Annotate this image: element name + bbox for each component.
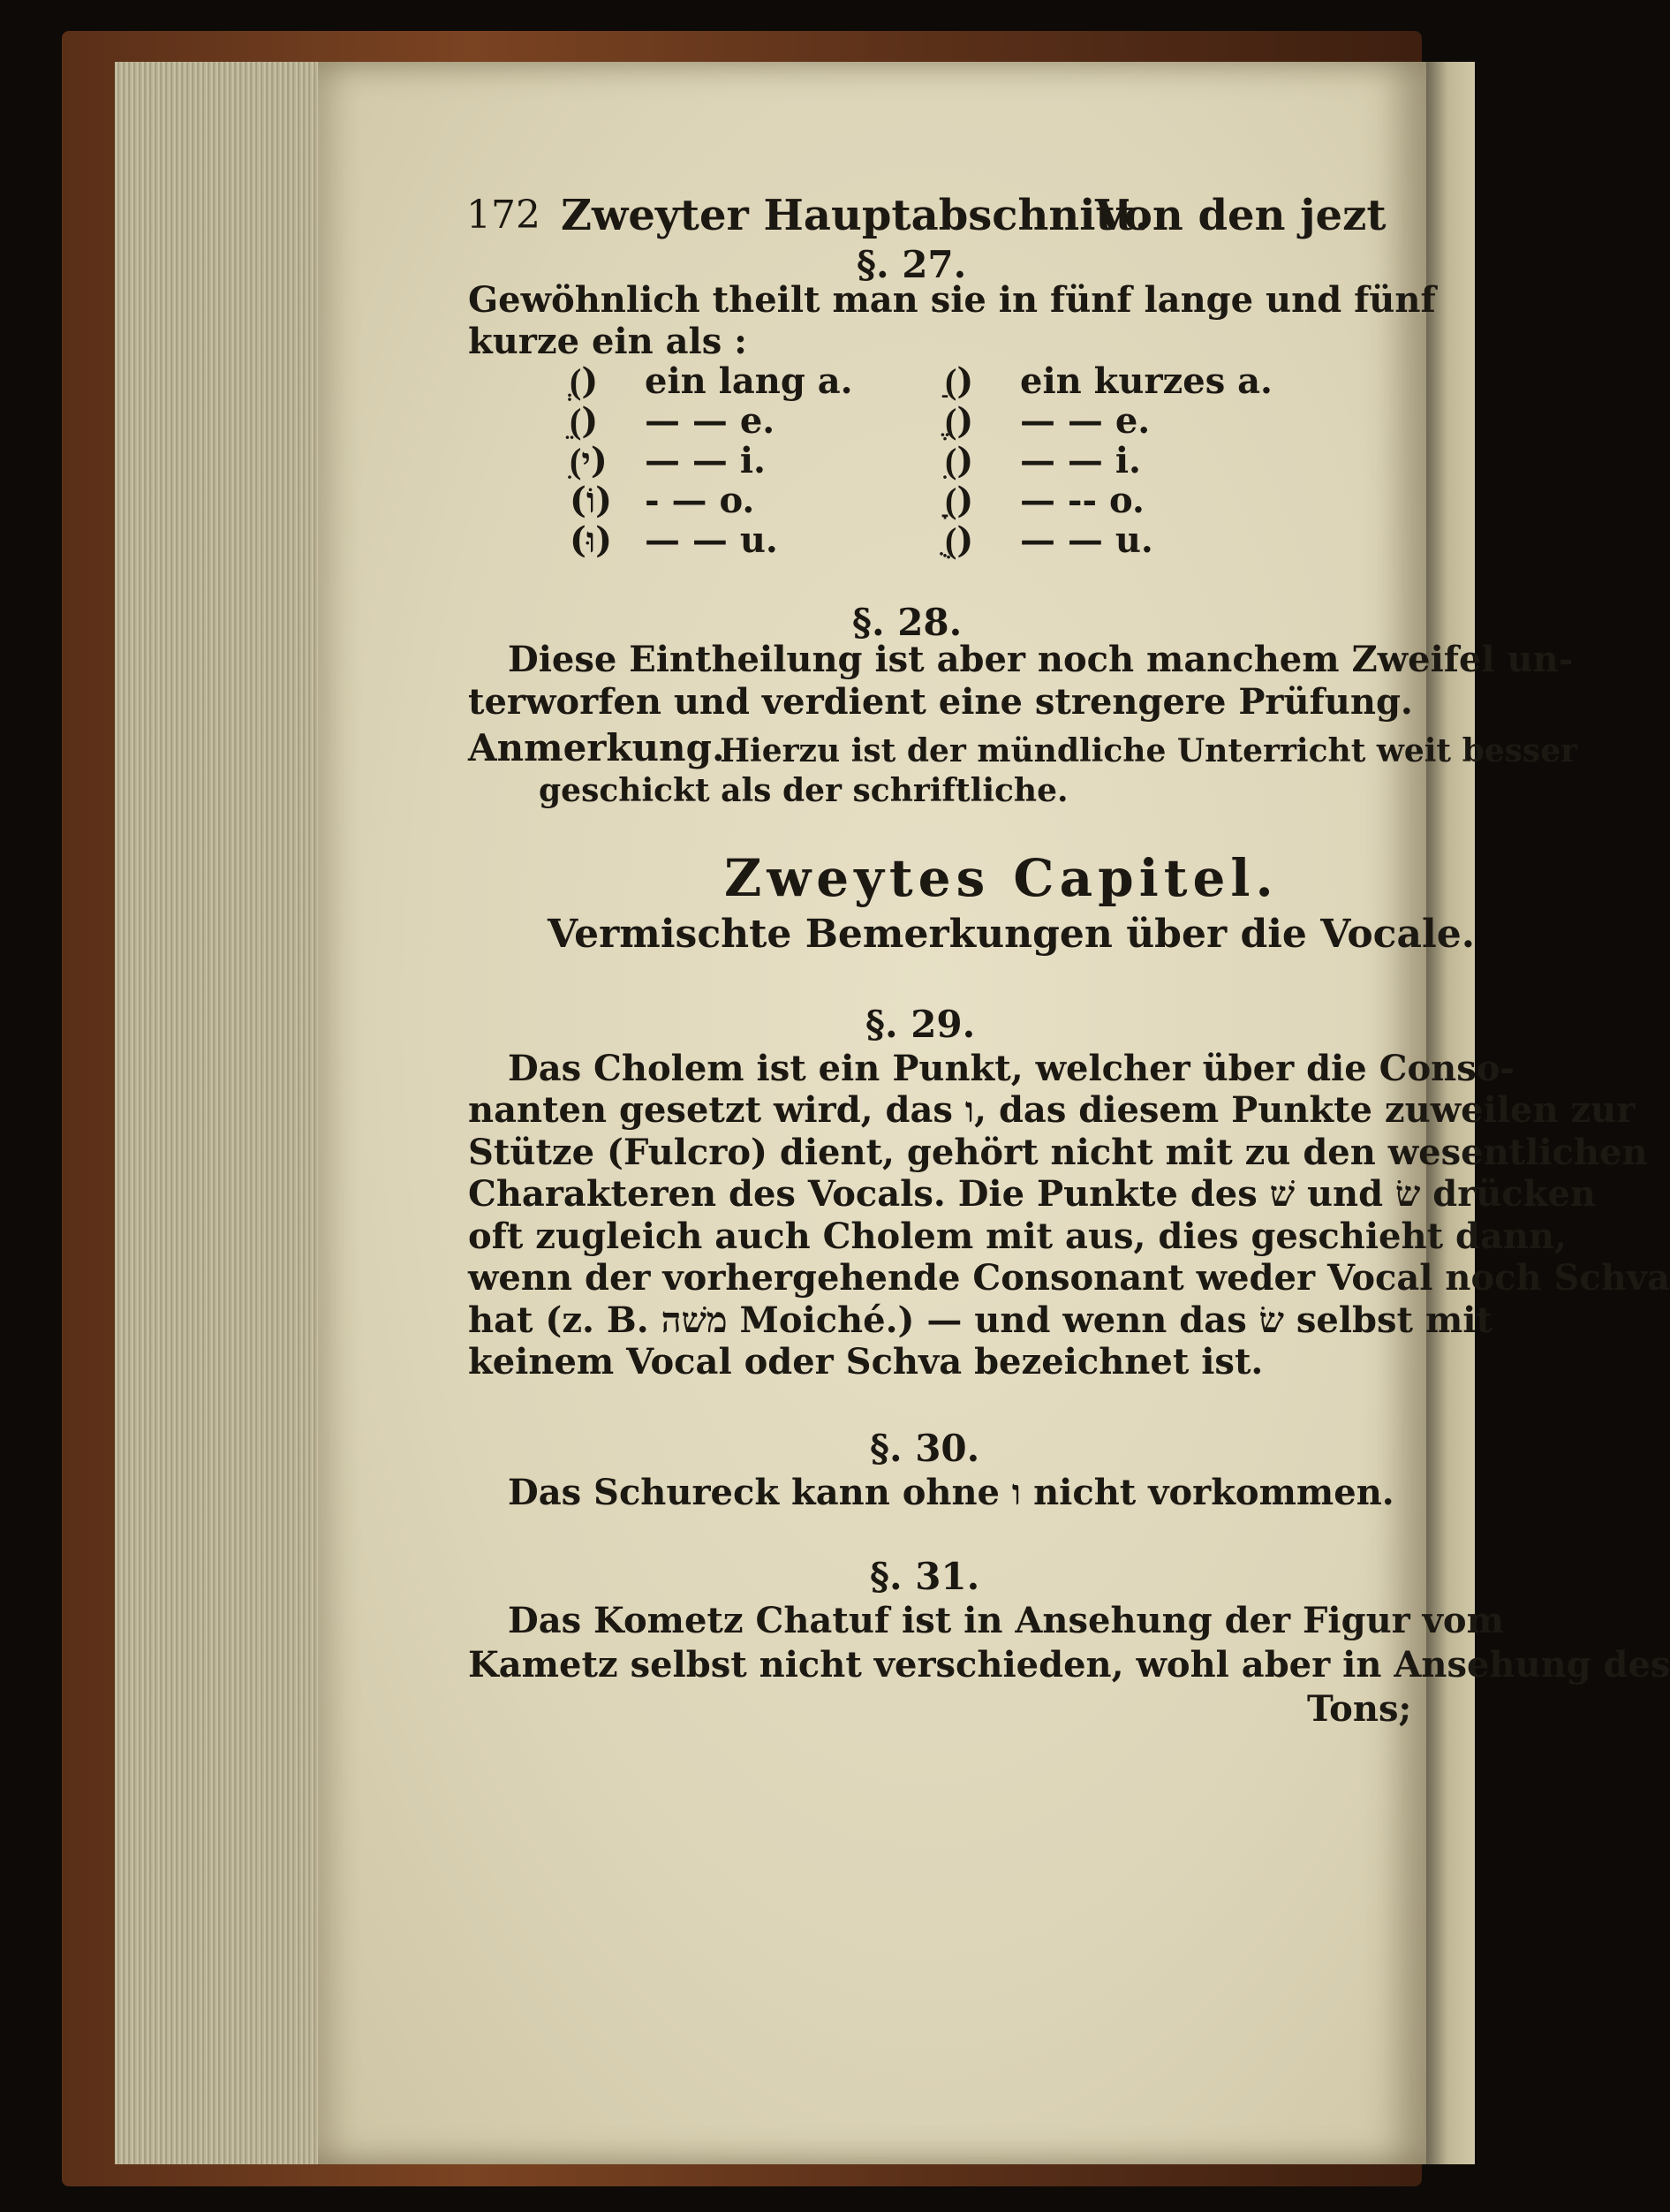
vowel-symbol: (וּ)	[570, 519, 613, 561]
vowel-symbol: (ָ)	[945, 480, 974, 521]
s29-line-4: Charakteren des Vocals. Die Punkte des שׁ und שׂ drücken	[468, 1173, 1596, 1215]
section-heading-31: §. 31.	[870, 1555, 980, 1598]
s29-line-6: wenn der vorhergehende Consonant weder Vocal noch Schva	[468, 1257, 1670, 1299]
chapter-title: Zweytes Capitel.	[724, 848, 1279, 908]
s31-line-1: Das Kometz Chatuf ist in Ansehung der Figur vom	[508, 1600, 1504, 1641]
vowel-symbol: (ְ)	[570, 360, 599, 402]
s29-line-8: keinem Vocal oder Schva bezeichnet ist.	[468, 1341, 1264, 1382]
s28-line-2: terworfen und verdient eine strengere Prüfung.	[468, 681, 1413, 723]
s29-line-7: hat (z. B. משׁה Moiché.) — und wenn das שׂ selbst mit	[468, 1299, 1492, 1341]
vowel-description: ein kurzes a.	[1020, 360, 1273, 402]
vowel-description: ein lang a.	[645, 360, 853, 402]
s27-line-2: kurze ein als :	[468, 321, 747, 362]
vowel-description: — — e.	[645, 400, 775, 442]
vowel-description: — -- o.	[1020, 480, 1145, 521]
vowel-description: — — u.	[1020, 519, 1153, 561]
chapter-subtitle: Vermischte Bemerkungen über die Vocale.	[548, 912, 1476, 957]
vowel-symbol: (וֹ)	[570, 480, 613, 521]
vowel-symbol: (ֻ)	[945, 519, 974, 561]
vowel-symbol: (ֶ)	[945, 400, 974, 442]
vowel-symbol: (ֵ)	[570, 400, 599, 442]
note-line-1: Hierzu ist der mündliche Unterricht weit besser	[720, 732, 1578, 769]
note-line-2: geschickt als der schriftliche.	[539, 772, 1069, 809]
vowel-description: — — e.	[1020, 400, 1151, 442]
s29-line-2: nanten gesetzt wird, das ו, das diesem Punkte zuweilen zur	[468, 1089, 1636, 1131]
running-title: Zweyter Hauptabschnitt.	[561, 191, 1150, 240]
vowel-description: — — i.	[1020, 440, 1141, 481]
page-edges	[115, 62, 320, 2164]
vowel-symbol: (ִ)	[945, 440, 974, 481]
vowel-description: — — i.	[645, 440, 766, 481]
vowel-description: — — u.	[645, 519, 778, 561]
section-heading-30: §. 30.	[870, 1427, 980, 1470]
section-heading-29: §. 29.	[865, 1003, 976, 1046]
s27-line-1: Gewöhnlich theilt man sie in fünf lange und fünf	[468, 279, 1436, 321]
note-label: Anmerkung.	[468, 726, 725, 769]
section-heading-27: §. 27.	[857, 243, 967, 286]
vowel-description: - — o.	[645, 480, 755, 521]
s29-line-1: Das Cholem ist ein Punkt, welcher über die Conso-	[508, 1048, 1515, 1089]
vowel-symbol: (ַ)	[945, 360, 974, 402]
page-number: 172	[466, 193, 540, 238]
s28-line-1: Diese Eintheilung ist aber noch manchem Zweifel un-	[508, 639, 1574, 680]
book-page	[318, 62, 1670, 2164]
s30-line: Das Schureck kann ohne ו nicht vorkommen.	[508, 1472, 1394, 1513]
vowel-symbol: (ִי)	[570, 440, 608, 481]
s29-line-5: oft zugleich auch Cholem mit aus, dies geschieht dann,	[468, 1216, 1567, 1257]
s31-line-2: Kametz selbst nicht verschieden, wohl aber in Ansehung des	[468, 1644, 1670, 1686]
s29-line-3: Stütze (Fulcro) dient, gehört nicht mit zu den wesentlichen	[468, 1132, 1648, 1173]
section-heading-28: §. 28.	[852, 601, 963, 644]
s31-line-3: Tons;	[1307, 1688, 1412, 1730]
running-header-right: Von den jezt	[1095, 191, 1387, 240]
